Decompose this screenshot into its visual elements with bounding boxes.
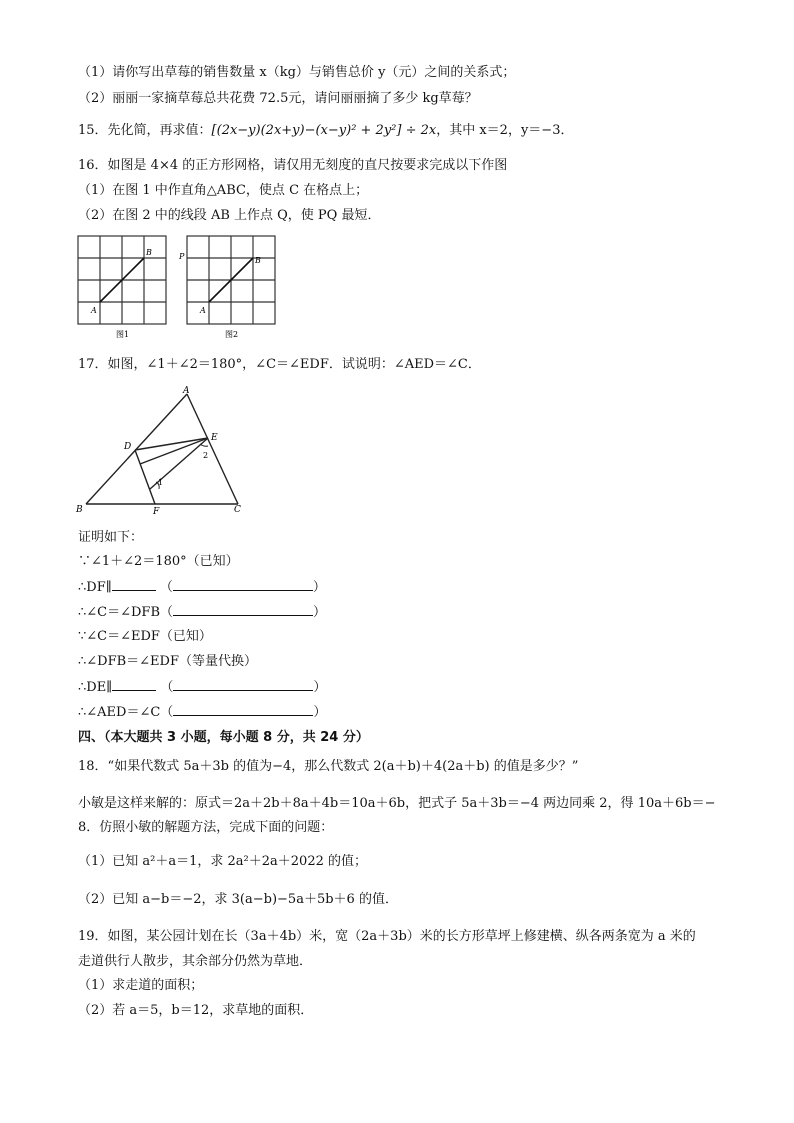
- vertex-e: E: [211, 433, 218, 443]
- paren-close: ）: [312, 580, 326, 595]
- reason-blank-2[interactable]: [173, 603, 313, 616]
- vertex-c: C: [234, 505, 241, 514]
- p15-prefix: 15．先化简，再求值：: [78, 123, 212, 138]
- p16-q2: （2）在图 2 中的线段 AB 上作点 Q，使 PQ 最短．: [78, 208, 381, 223]
- proof-line-3: [78, 603, 326, 622]
- reason-blank-3[interactable]: [173, 678, 313, 691]
- proof-line-3-text: ∴∠C＝∠DFB（: [78, 605, 173, 620]
- p19-title-line-2: 走道供行人散步，其余部分仍然为草地．: [78, 954, 313, 969]
- vertex-f: F: [153, 507, 160, 514]
- proof-line-7: [78, 703, 326, 722]
- p18-solution-line-1: 小敏是这样来解的：原式＝2a＋2b＋8a＋4b＝10a＋6b，把式子 5a＋3b＝−4 两边同乘 2，得 10a＋6b＝−: [78, 796, 716, 811]
- vertex-a: A: [183, 386, 190, 396]
- p19-q1: （1）求走道的面积；: [78, 978, 204, 993]
- answer-blank-parallel-2[interactable]: [112, 678, 156, 691]
- label-p-fig2: P: [179, 252, 185, 261]
- label-a-fig1: A: [91, 306, 97, 315]
- label-b-fig2: B: [255, 256, 261, 265]
- triangle-figure: [72, 386, 252, 514]
- angle-1-label: 1: [158, 478, 164, 487]
- p18-title: 18．“如果代数式 5a＋3b 的值为−4，那么代数式 2(a＋b)＋4(2a＋b) 的值是多少？”: [78, 759, 579, 774]
- p16-title: 16．如图是 4×4 的正方形网格，请仅用无刻度的直尺按要求完成以下作图: [78, 158, 508, 173]
- grid-figure-1: [76, 233, 172, 341]
- paren-close: ）: [313, 705, 327, 720]
- proof-line-6: [78, 678, 326, 697]
- caption-fig1: 图1: [116, 330, 130, 339]
- label-a-fig2: A: [200, 306, 206, 315]
- reason-blank-4[interactable]: [173, 703, 313, 716]
- label-b-fig1: B: [146, 248, 152, 257]
- section-heading: 四、（本大题共 3 小题，每小题 8 分，共 24 分）: [78, 730, 369, 745]
- p18-q1: （1）已知 a²＋a＝1，求 2a²＋2a＋2022 的值；: [78, 854, 367, 869]
- proof-line-1: ∵∠1＋∠2＝180°（已知）: [78, 554, 239, 569]
- p14-q2: （2）丽丽一家摘草莓总共花费 72.5元，请问丽丽摘了多少 kg草莓？: [78, 91, 478, 106]
- paren-close: ）: [313, 680, 327, 695]
- proof-line-5: ∴∠DFB＝∠EDF（等量代换）: [78, 654, 257, 669]
- paren-close: ）: [313, 605, 327, 620]
- p14-q1: （1）请你写出草莓的销售数量 x（kg）与销售总价 y（元）之间的关系式；: [78, 65, 516, 80]
- vertex-b: B: [76, 505, 83, 514]
- angle-2-label: 2: [203, 451, 209, 460]
- p19-q2: （2）若 a＝5，b＝12，求草地的面积．: [78, 1003, 314, 1018]
- p15-line: [78, 122, 573, 140]
- p17-title: 17．如图，∠1＋∠2＝180°，∠C＝∠EDF．试说明：∠AED＝∠C．: [78, 357, 481, 372]
- proof-line-2: [78, 578, 326, 597]
- proof-line-6-text: ∴DE∥: [78, 680, 113, 695]
- proof-heading: 证明如下：: [78, 530, 144, 545]
- paren-open: （: [160, 680, 174, 695]
- answer-blank-parallel-1[interactable]: [112, 578, 156, 591]
- paren-open: （: [159, 580, 173, 595]
- proof-line-4: ∵∠C＝∠EDF（已知）: [78, 629, 212, 644]
- vertex-d: D: [124, 442, 132, 452]
- caption-fig2: 图2: [225, 330, 239, 339]
- p15-suffix: ，其中 x＝2，y＝−3．: [436, 123, 574, 138]
- p16-q1: （1）在图 1 中作直角△ABC，使点 C 在格点上；: [78, 183, 369, 198]
- p18-solution-line-2: 8．仿照小敏的解题方法，完成下面的问题：: [78, 820, 334, 835]
- reason-blank-1[interactable]: [173, 578, 313, 591]
- p19-title-line-1: 19．如图，某公园计划在长（3a＋4b）米，宽（2a＋3b）米的长方形草坪上修建横、纵各两条宽为 a 米的: [78, 929, 696, 944]
- p18-q2: （2）已知 a−b＝−2，求 3(a−b)−5a＋5b＋6 的值．: [78, 892, 398, 907]
- p15-expression: [(2x−y)(2x+y)−(x−y)² + 2y²] ÷ 2x: [211, 123, 437, 138]
- proof-line-2-text: ∴DF∥: [78, 580, 112, 595]
- grid-figure-2: [177, 233, 277, 341]
- proof-line-7-text: ∴∠AED＝∠C（: [78, 705, 174, 720]
